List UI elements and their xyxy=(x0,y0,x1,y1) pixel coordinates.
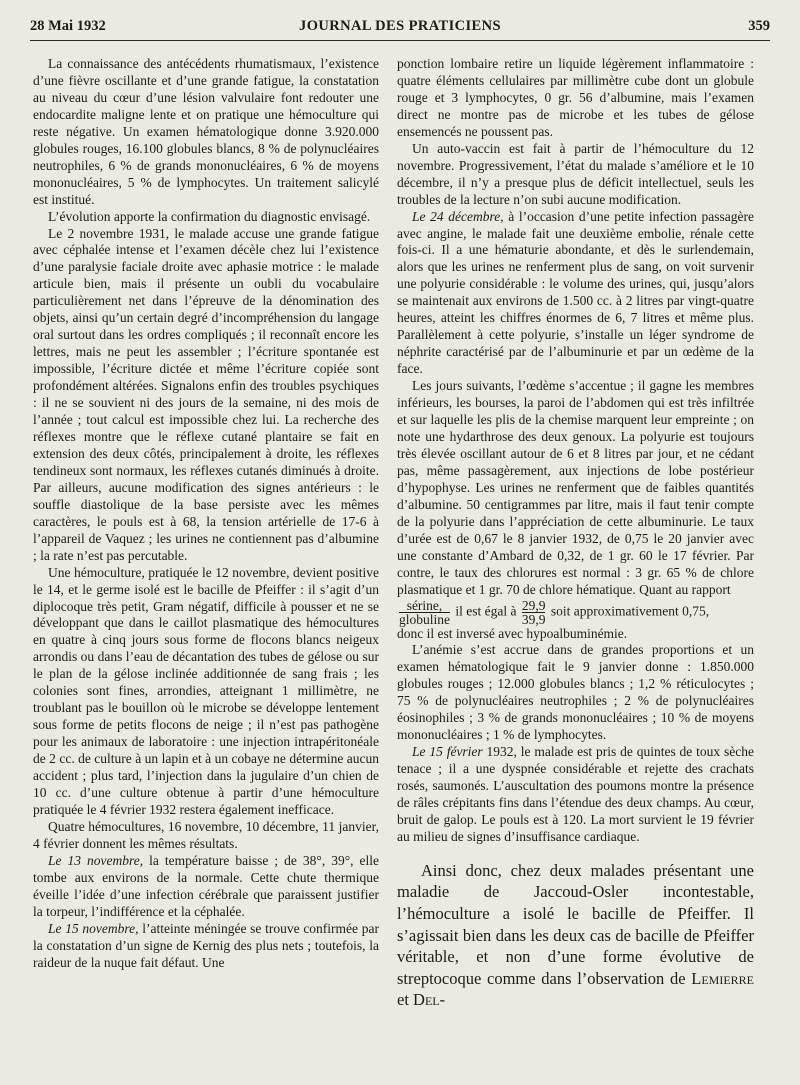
date-label: Le 15 novembre, xyxy=(48,920,139,936)
paragraph-text: la température baisse ; de 38°, 39°, elle tombe aux environs de la normale. Cette chute thermique éveille l’idée d’une infection cérébrale que paraissent justifier la torpeur, l’indifférence et la céphalée. xyxy=(33,852,379,919)
paragraph: La connaissance des antécédents rhumatismaux, l’existence d’une fièvre oscillante et d’une grande fatigue, la constatation au niveau du cœur d’une lésion valvulaire font redouter une endocardite maligne lente et on pratique une hémoculture qui reste négative. Un examen hématologique donne 3.920.000 globules rouges, 16.100 globules blancs, 8 % de polynucléaires neutrophiles, 6 % de grands mononucléaires, 6 % de moyens mononucléaires, 5 % de lymphocytes. Un traitement salicylé est institué. xyxy=(33,56,379,207)
fraction-denominator: globuline xyxy=(399,611,450,627)
page-number: 359 xyxy=(748,18,770,34)
paragraph: Une hémoculture, pratiquée le 12 novembre, devient positive le 14, et le germe isolé est le bacille de Pfeiffer : il s’agit d’un diplocoque très petit, Gram négatif, difficile à pousser et ne se développant que dans le caillot plasmatique des hémocultures en quatre à cinq jours sous forme de flocons blancs neigeux arrondis ou dans l’eau de décantation des tubes de gélose ou sur le plan de la gélose inclinée additionnée de sang frais ; les colonies sont fines, arrondies, atteignant 1 millimètre, ne troublant pas le bouillon où le microbe se développe lentement sous forme de petits flocons de neige ; il n’est pas pathogène pour les animaux de laboratoire : une injection intrapéritonéale de 2 cc. de culture à un lapin et à un cobaye ne détermine aucun accident ; plus tard, l’injection dans la jugulaire d’un chien de 10 cc. d’une culture obtenue à partir d’une hémoculture pratiquée le 4 février 1932 restera également inefficace. xyxy=(33,564,379,817)
header-rule xyxy=(30,40,770,41)
fraction-denominator: 39,9 xyxy=(521,611,546,627)
paragraph: L’anémie s’est accrue dans de grandes proportions et un examen hématologique fait le 9 janvier donne : 1.850.000 globules rouges ; 12.000 globules blancs ; 1,2 % réticulocytes ; 75 % de polynucléaires neutrophiles ; 2 % de polynucléaires éosinophiles ; 3 % de grands mononucléaires ; 10 % de moyens mononucléaires ; 1 % de lymphocytes. xyxy=(397,642,754,743)
paragraph: donc il est inversé avec hypoalbuminémie. xyxy=(397,625,628,641)
fraction-serine-globuline xyxy=(399,599,450,626)
fraction-numerator: sérine, xyxy=(399,599,450,613)
paragraph: ponction lombaire retire un liquide légèrement inflammatoire : quatre éléments cellulaires par millimètre cube dont un globule rouge et 3 lymphocytes, 0 gr. 56 d’albumine, mais l’examen direct ne montre pas de microbe et les tubes de gélose ensemencés ne poussent pas. xyxy=(397,56,754,139)
paragraph: L’évolution apporte la confirmation du diagnostic envisagé. xyxy=(48,208,371,224)
issue-date: 28 Mai 1932 xyxy=(30,18,106,34)
ratio-text: soit approximativement 0,75, xyxy=(547,603,710,619)
paragraph: Quatre hémocultures, 16 novembre, 10 décembre, 11 janvier, 4 février donnent les mêmes résultats. xyxy=(33,818,379,851)
closing-text: Ainsi donc, chez deux malades présentant une maladie de Jaccoud-Osler incontestable, l’hémoculture a isolé le bacille de Pfeiffer. Il s’agissait bien dans les deux cas de bacille de Pfeiffer véritable, et non d’une forme évolutive de streptocoque comme dans l’observation de xyxy=(397,860,754,988)
running-header xyxy=(30,18,770,40)
date-label: Le 13 novembre, xyxy=(48,852,144,868)
author-name: Lemierre xyxy=(691,968,754,988)
closing-text: et xyxy=(397,990,414,1010)
fraction-value xyxy=(522,599,546,626)
closing-paragraph xyxy=(397,860,754,1011)
fraction-numerator: 29,9 xyxy=(521,597,546,613)
paragraph: Un auto-vaccin est fait à partir de l’hémoculture du 12 novembre. Progressivement, l’état du malade s’améliore et le 10 décembre, il n’y a presque plus de déficit intellectuel, seuls les troubles de la lecture n’on subi aucune modification. xyxy=(397,140,754,207)
date-label: Le 15 février xyxy=(412,744,483,760)
paragraph-text: 1932, le malade est pris de quintes de toux sèche tenace ; il a une dyspnée considérable et rejette des crachats rosés, saumonés. L’auscultation des poumons montre la présence de râles crépitants fins dans l’étendue des deux champs. Au cœur, bruit de galop. Le pouls est à 120. La mort survient le 19 février au milieu de signes d’insuffisance cardiaque. xyxy=(397,744,754,844)
right-column xyxy=(397,56,754,1011)
paragraph xyxy=(397,209,754,379)
paragraph: Les jours suivants, l’œdème s’accentue ; il gagne les membres inférieurs, les bourses, la paroi de l’abdomen qui est très infiltrée et sur laquelle les plis de la chemise marquent leur empreinte ; on note une hydarthrose des deux genoux. La polyurie est toujours très élevée oscillant autour de 6 et 8 litres par jour, et ne cédant pas, même passagèrement, aux injections de lobe postérieur d’hypophyse. Les urines ne renferment que de faibles quantités d’albumine. 50 centigrammes par litre, mais il faut tenir compte de la polyurie dans l’appréciation de cette albuminurie. Le taux d’urée est de 0,67 le 8 janvier 1932, de 0,75 le 20 janvier avec une constante d’Ambard de 0,32, de 1 gr. 60 le 17 février. Par contre, le taux des chlorures est normal : 3 gr. 65 % de chlore plasmatique et 1 gr. 70 de chlore hématique. Quant au rapport xyxy=(397,378,754,597)
paragraph: Le 2 novembre 1931, le malade accuse une grande fatigue avec céphalée intense et l’examen décèle chez lui l’existence d’une paralysie faciale droite avec aphasie motrice : le malade articule bien, mais il présente un oubli du vocabulaire particulièrement net dans l’épreuve de la dénomination des objets, ainsi qu’un certain degré d’incompréhension du langage oral surtout dans les ordres compliqués ; il reconnaît encore les lettres, mais ne peut les assembler ; l’écriture spontanée est impossible, l’écriture dictée et même l’écriture copiée sont profondément altérées. Signalons enfin des troubles psychiques : il ne se souvient ni des jours de la semaine, ni des mois de l’année ; tout calcul est impossible chez lui. La recherche des réflexes montre que le réflexe cutané plantaire se fait en extension des deux côtés, principalement à droite, les réflexes tendineux sont normaux, les réflexes cutanés diminués à droite. Par ailleurs, aucune modification des signes antérieurs : le souffle diastolique de la base persiste avec les mêmes caractères, le pouls est à 68, la tension artérielle de 17-6 à l’appareil de Vaquez ; les urines ne contiennent pas d’albumine ; la rate n’est pas percutable. xyxy=(33,225,379,563)
paragraph-text: à l’occasion d’une petite infection passagère avec angine, le malade fait une deuxième embolie, rénale cette fois-ci. Il a une hématurie abondante, et dès le surlendemain, alors que les urines ne renferment plus de sang, on voit survenir une polyurie considérable : le volume des urines, qui, jusqu’alors se maintenait aux environs de 1.500 cc. à 2 litres par vingt-quatre heures, atteint les chiffres énormes de 6, 7 litres et même plus. Parallèlement à cette polyurie, s’installe un léger syndrome de néphrite caractérisé par de l’albuminurie et par un œdème de la face. xyxy=(397,208,754,377)
closing-section xyxy=(397,860,754,1011)
paragraph xyxy=(397,744,754,846)
ratio-text: il est égal à xyxy=(452,603,520,619)
left-column xyxy=(33,56,379,971)
paragraph xyxy=(33,853,379,921)
paragraph xyxy=(33,921,379,972)
paragraph-text: l’atteinte méningée se trouve confirmée par la constatation d’un signe de Kernig des plus nets ; toutefois, la raideur de la nuque fait défaut. Une xyxy=(33,920,379,970)
author-name: Del- xyxy=(413,990,446,1010)
date-label: Le 24 décembre, xyxy=(412,208,504,224)
ratio-line xyxy=(397,599,754,626)
journal-title: JOURNAL DES PRATICIENS xyxy=(299,18,501,34)
